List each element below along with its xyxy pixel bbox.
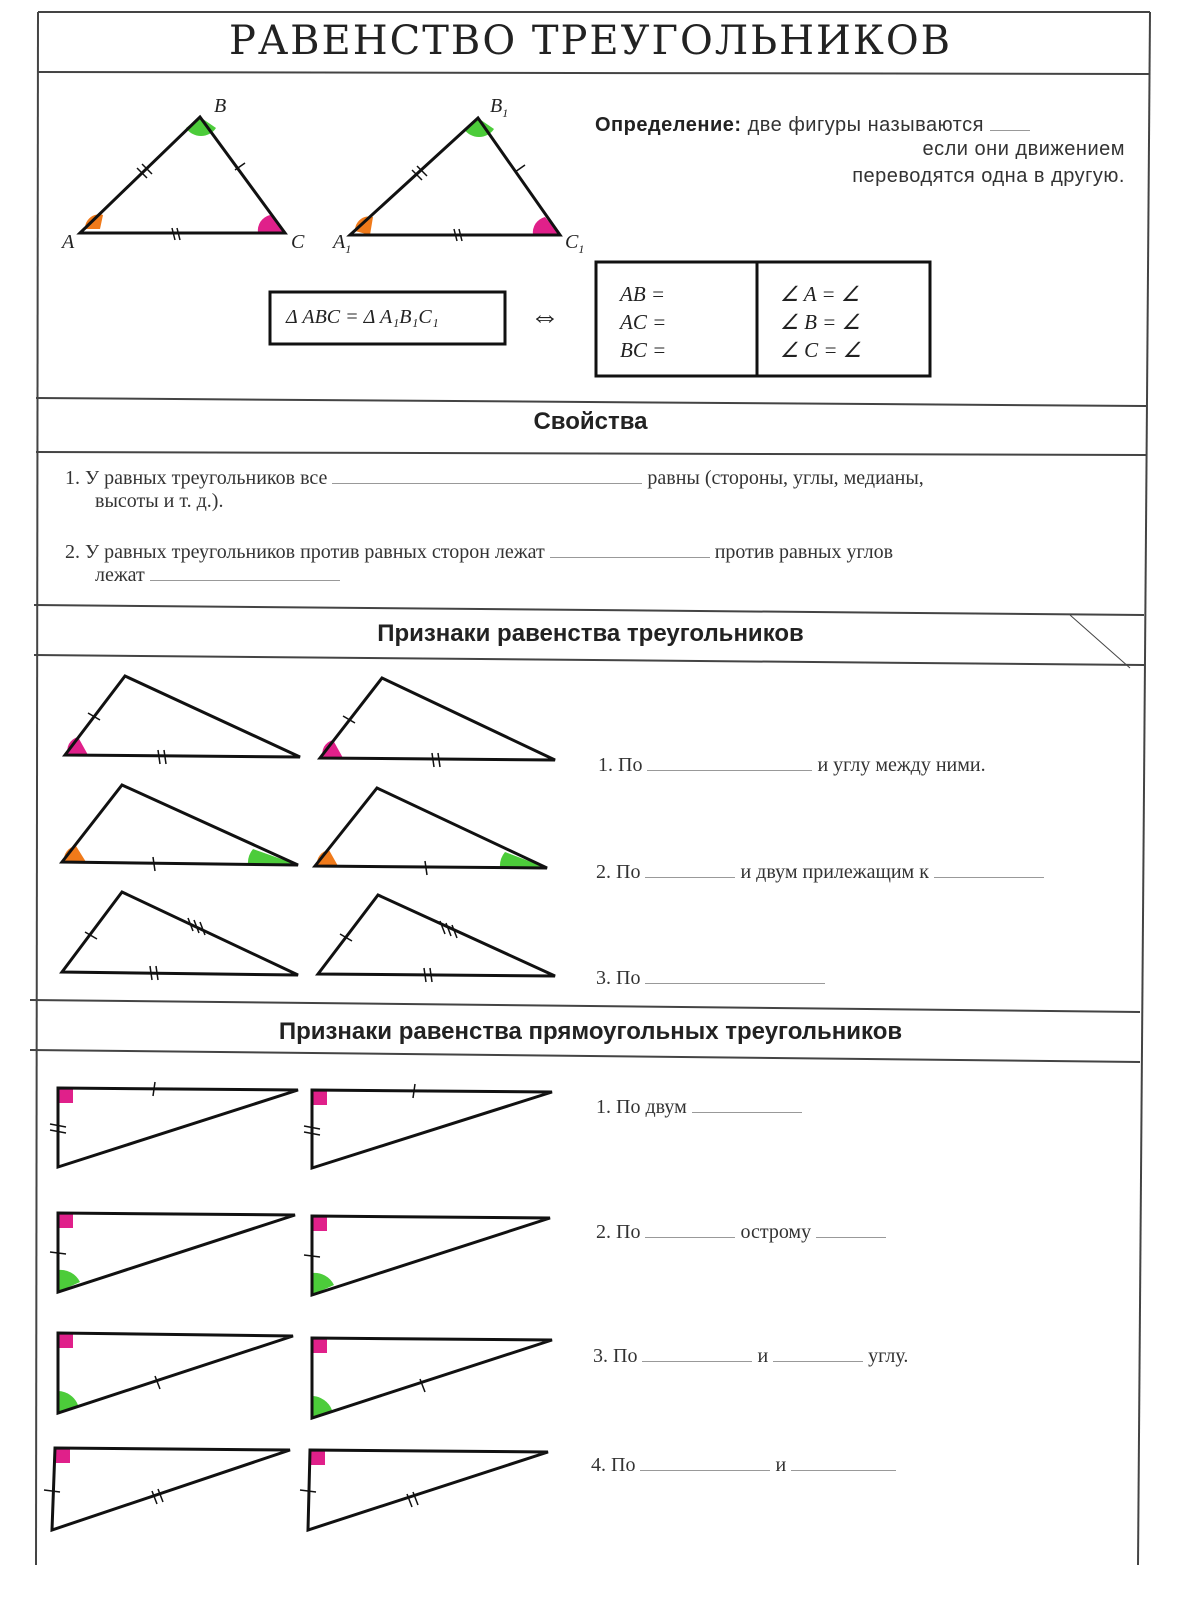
property-2-text-2: против равных углов xyxy=(714,541,894,563)
right-criterion-1 xyxy=(596,1092,802,1119)
right-criterion-3-blank-2[interactable] xyxy=(773,1341,863,1362)
properties-heading: Свойства xyxy=(533,408,648,435)
definition-text-1: две фигуры называются xyxy=(747,114,984,136)
property-1-text-2: равны (стороны, углы, медианы, xyxy=(647,467,924,489)
right-criterion-3-text-3: углу. xyxy=(868,1345,909,1367)
criterion-1-blank[interactable] xyxy=(647,750,812,771)
right-criterion-2-text-2: острому xyxy=(740,1221,812,1243)
right-criterion-2-blank[interactable] xyxy=(645,1217,735,1238)
property-2-blank[interactable] xyxy=(550,537,710,558)
vertex-label-b: B xyxy=(214,95,227,117)
subscript-label: 1 xyxy=(345,242,352,256)
right-triangles xyxy=(44,1082,552,1530)
vertex-label-c1: $C_1$ xyxy=(565,231,585,256)
right-criterion-3-text-2: и xyxy=(757,1345,769,1367)
right-criterion-1-text: 1. По двум xyxy=(596,1096,687,1118)
sides-list xyxy=(620,280,666,364)
right-criterion-2 xyxy=(596,1217,886,1244)
criterion-3 xyxy=(596,963,825,990)
criterion-1-text-2: и углу между ними. xyxy=(817,754,986,776)
vertex-label-c: C xyxy=(291,231,305,253)
triangle-abc xyxy=(80,117,285,240)
right-criterion-4-blank-2[interactable] xyxy=(791,1450,896,1471)
criterion-1 xyxy=(598,750,986,777)
side-ac: AC = xyxy=(620,310,667,334)
definition-blank[interactable] xyxy=(990,110,1030,131)
criteria-triangles xyxy=(62,676,555,982)
property-2-blank-2[interactable] xyxy=(150,560,340,581)
triangle-a1b1c1 xyxy=(350,118,560,241)
criterion-2 xyxy=(596,857,1044,884)
vertex-label-a: A xyxy=(62,231,75,253)
property-1-cont: высоты и т. д.). xyxy=(95,490,224,512)
angle-b: ∠ B = ∠ xyxy=(780,310,861,334)
subscript-label: 1 xyxy=(578,242,585,256)
right-criterion-3-blank[interactable] xyxy=(642,1341,752,1362)
right-criterion-2-text: 2. По xyxy=(596,1221,641,1243)
property-2-text-3: лежат xyxy=(95,564,145,586)
right-criteria-heading: Признаки равенства прямоугольных треугольников xyxy=(278,1018,903,1045)
vertex-label-b1: $B_1$ xyxy=(490,95,509,120)
definition-text-2: если они движением xyxy=(922,138,1125,160)
side-ab: AB = xyxy=(620,282,666,306)
property-1-text: 1. У равных треугольников все xyxy=(65,467,328,489)
right-criterion-4-text: 4. По xyxy=(591,1454,636,1476)
equality-formula: Δ ABC = Δ A₁B₁C₁ xyxy=(286,306,439,328)
right-criterion-4-text-2: и xyxy=(775,1454,787,1476)
property-2-cont xyxy=(95,560,340,587)
page-frame xyxy=(30,12,1150,1565)
criterion-2-blank[interactable] xyxy=(645,857,735,878)
side-bc: BC = xyxy=(620,338,667,362)
criterion-2-blank-2[interactable] xyxy=(934,857,1044,878)
right-criterion-4 xyxy=(591,1450,896,1477)
property-2-text: 2. У равных треугольников против равных сторон лежат xyxy=(65,541,545,563)
right-criterion-4-blank[interactable] xyxy=(640,1450,770,1471)
right-criterion-2-blank-2[interactable] xyxy=(816,1217,886,1238)
page-title: РАВЕНСТВО ТРЕУГОЛЬНИКОВ xyxy=(228,18,953,64)
definition-label: Определение: xyxy=(595,114,742,136)
subscript-label: 1 xyxy=(502,106,509,120)
vertex-label-a1: $A_1$ xyxy=(333,231,352,256)
equivalence-icon: ⇔ xyxy=(530,300,560,333)
property-1 xyxy=(65,463,924,490)
criterion-3-text: 3. По xyxy=(596,967,641,989)
right-criterion-3 xyxy=(593,1341,908,1368)
right-criterion-1-blank[interactable] xyxy=(692,1092,802,1113)
angle-a: ∠ A = ∠ xyxy=(780,282,860,306)
property-1-blank[interactable] xyxy=(332,463,642,484)
criterion-1-text: 1. По xyxy=(598,754,643,776)
definition-line-1 xyxy=(595,110,1030,137)
criteria-heading: Признаки равенства треугольников xyxy=(377,620,804,647)
angles-list xyxy=(780,280,862,364)
angle-c: ∠ C = ∠ xyxy=(780,338,862,362)
criterion-2-text: 2. По xyxy=(596,861,641,883)
criterion-2-text-2: и двум прилежащим к xyxy=(740,861,929,883)
right-criterion-3-text: 3. По xyxy=(593,1345,638,1367)
criterion-3-blank[interactable] xyxy=(645,963,825,984)
definition-text-3: переводятся одна в другую. xyxy=(852,165,1125,187)
